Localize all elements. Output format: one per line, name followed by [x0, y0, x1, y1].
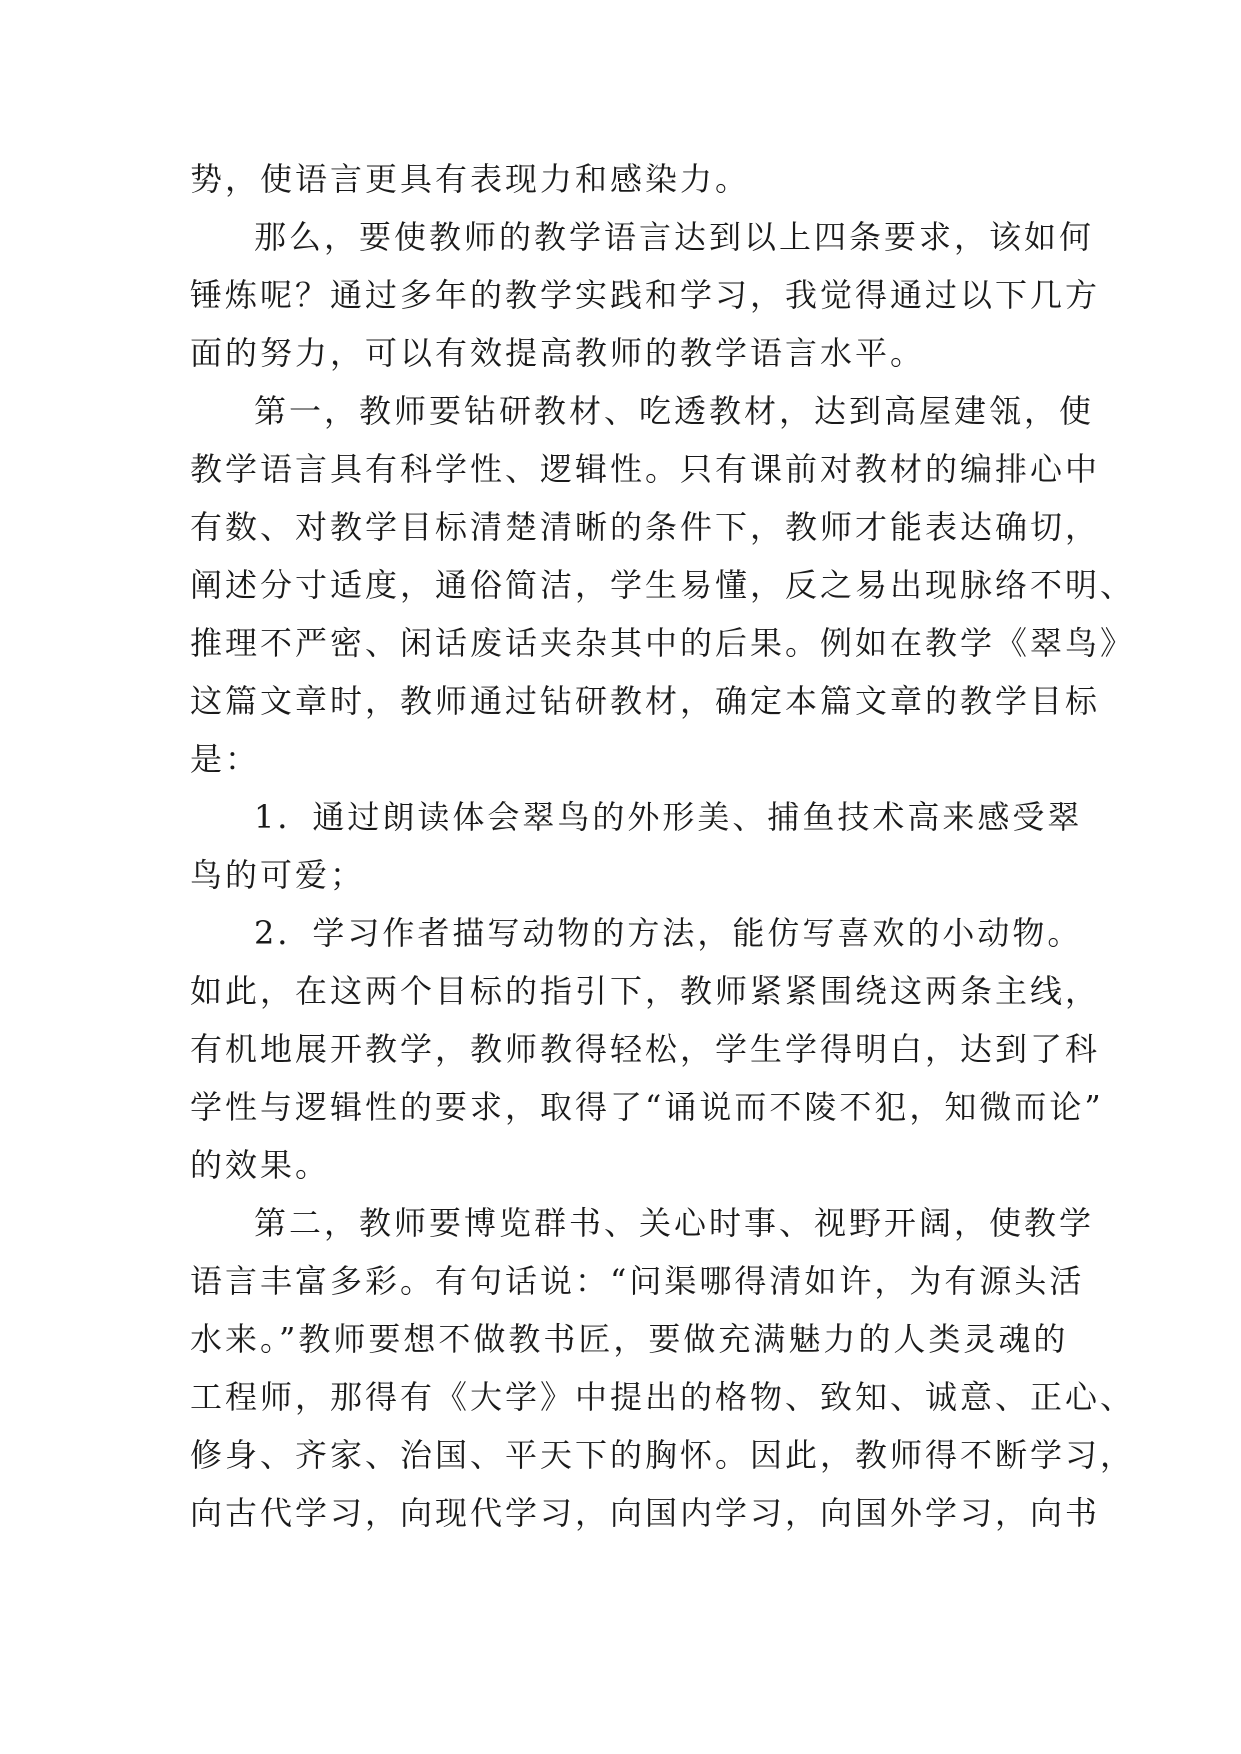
text-line: 锤炼呢？通过多年的教学实践和学习，我觉得通过以下几方 [190, 276, 1101, 314]
text-line: 有机地展开教学，教师教得轻松，学生学得明白，达到了科 [190, 1030, 1101, 1068]
paragraph-first-line: 第二，教师要博览群书、关心时事、视野开阔，使教学 [254, 1204, 1095, 1242]
paragraph-first-line: 那么，要使教师的教学语言达到以上四条要求，该如何 [254, 218, 1095, 256]
text-line: 面的努力，可以有效提高教师的教学语言水平。 [190, 334, 926, 372]
text-line: 势，使语言更具有表现力和感染力。 [190, 160, 751, 198]
text-line: 修身、齐家、治国、平天下的胸怀。因此，教师得不断学习， [190, 1436, 1136, 1474]
text-line: 鸟的可爱； [190, 856, 366, 894]
text-line: 工程师，那得有《大学》中提出的格物、致知、诚意、正心、 [190, 1378, 1136, 1416]
text-line: 的效果。 [190, 1146, 331, 1184]
text-line: 如此，在这两个目标的指引下，教师紧紧围绕这两条主线， [190, 972, 1101, 1010]
text-line: 语言丰富多彩。有句话说：“问渠哪得清如许，为有源头活 [190, 1262, 1085, 1300]
list-item-first-line: 2．学习作者描写动物的方法，能仿写喜欢的小动物。 [254, 914, 1083, 952]
text-line: 教学语言具有科学性、逻辑性。只有课前对教材的编排心中 [190, 450, 1101, 488]
text-line: 水来。”教师要想不做教书匠，要做充满魅力的人类灵魂的 [190, 1320, 1069, 1358]
text-line: 是： [190, 740, 261, 778]
text-line: 这篇文章时，教师通过钻研教材，确定本篇文章的教学目标 [190, 682, 1101, 720]
text-line: 有数、对教学目标清楚清晰的条件下，教师才能表达确切， [190, 508, 1101, 546]
list-item-first-line: 1．通过朗读体会翠鸟的外形美、捕鱼技术高来感受翠 [254, 798, 1083, 836]
text-line: 推理不严密、闲话废话夹杂其中的后果。例如在教学《翠鸟》 [190, 624, 1136, 662]
text-line: 向古代学习，向现代学习，向国内学习，向国外学习，向书 [190, 1494, 1101, 1532]
paragraph-first-line: 第一，教师要钻研教材、吃透教材，达到高屋建瓴，使 [254, 392, 1095, 430]
text-line: 阐述分寸适度，通俗简洁，学生易懂，反之易出现脉络不明、 [190, 566, 1136, 604]
text-line: 学性与逻辑性的要求，取得了“诵说而不陵不犯，知微而论” [190, 1088, 1104, 1126]
